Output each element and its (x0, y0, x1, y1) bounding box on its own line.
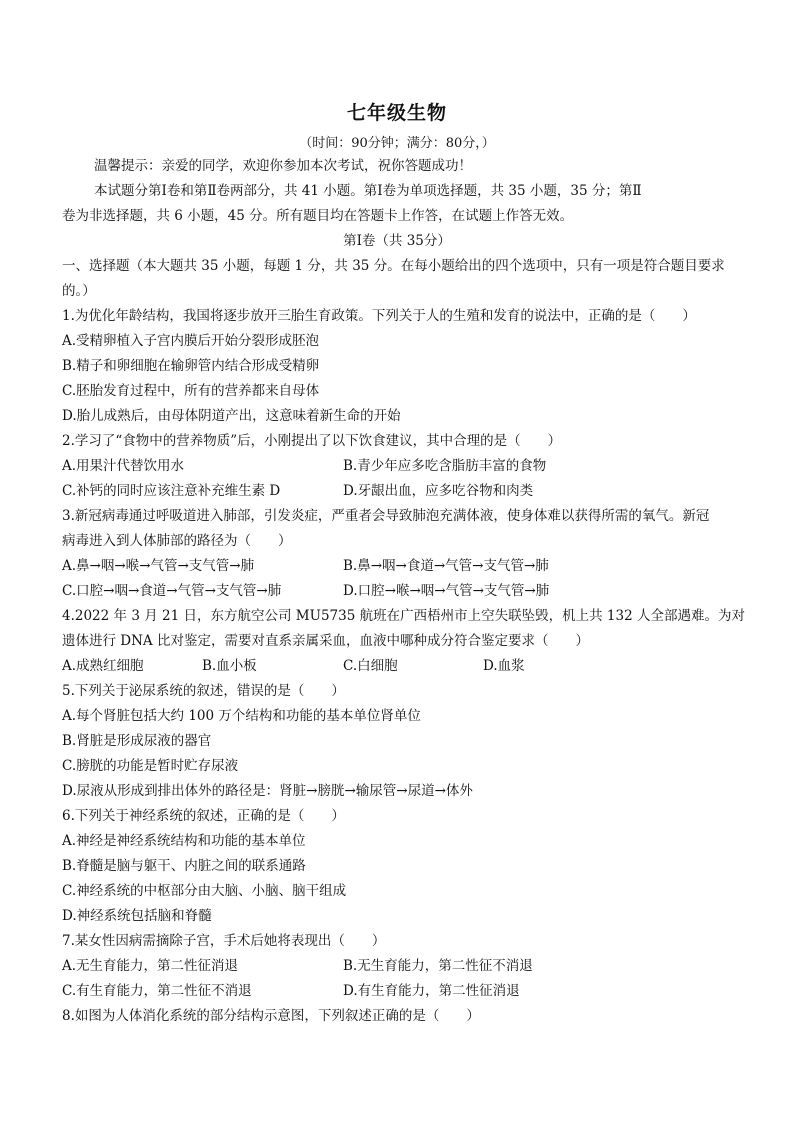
question-5-stem: 5.下列关于泌尿系统的叙述，错误的是（ ） (62, 683, 345, 699)
question-6-stem: 6.下列关于神经系统的叙述，正确的是（ ） (62, 808, 345, 824)
question-6-option-a: A.神经是神经系统结构和功能的基本单位 (62, 833, 306, 849)
question-7-option-c: C.有生育能力，第二性征不消退 (62, 983, 252, 999)
question-1-option-a: A.受精卵植入子宫内膜后开始分裂形成胚泡 (62, 333, 320, 349)
question-3-option-d: D.口腔→喉→咽→气管→支气管→肺 (343, 583, 550, 599)
question-5-option-c: C.膀胱的功能是暂时贮存尿液 (62, 758, 239, 774)
exam-title: 七年级生物 (346, 102, 447, 124)
instructions-line-2: 卷为非选择题，共 6 小题，45 分。所有题目均在答题卡上作答，在试题上作答无效。 (62, 208, 574, 224)
instructions-line-1: 本试题分第Ⅰ卷和第Ⅱ卷两部分，共 41 小题。第Ⅰ卷为单项选择题，共 35 小题，35 分；第Ⅱ (94, 183, 642, 199)
question-1-option-d: D.胎儿成熟后，由母体阴道产出，这意味着新生命的开始 (62, 408, 401, 424)
question-4-option-a: A.成熟红细胞 (62, 658, 144, 674)
question-1-option-b: B.精子和卵细胞在输卵管内结合形成受精卵 (62, 358, 320, 374)
question-4-stem-line-2: 遗体进行 DNA 比对鉴定，需要对直系亲属采血，血液中哪种成分符合鉴定要求（ ） (62, 633, 589, 649)
question-7-option-a: A.无生育能力，第二性征消退 (62, 958, 239, 974)
exam-subtitle: （时间：90分钟；满分：80分，） (299, 136, 495, 151)
question-5-option-b: B.肾脏是形成尿液的器官 (62, 733, 212, 749)
question-6-option-b: B.脊髓是脑与躯干、内脏之间的联系通路 (62, 858, 306, 874)
question-4-option-d: D.血浆 (483, 658, 525, 674)
question-2-option-a: A.用果汁代替饮用水 (62, 458, 185, 474)
question-8-stem: 8.如图为人体消化系统的部分结构示意图，下列叙述正确的是（ ） (62, 1008, 480, 1024)
question-6-option-d: D.神经系统包括脑和脊髓 (62, 908, 212, 924)
question-3-stem-line-1: 3.新冠病毒通过呼吸道进入肺部，引发炎症，严重者会导致肺泡充满体液，使身体难以获得所需的氧气。新冠 (62, 508, 710, 524)
question-3-stem-line-2: 病毒进入到人体肺部的路径为（ ） (62, 533, 292, 549)
question-2-option-c: C.补钙的同时应该注意补充维生素 D (62, 483, 281, 499)
part-heading-line-2: 的。） (62, 283, 96, 299)
question-4-stem-line-1: 4.2022 年 3 月 21 日，东方航空公司 MU5735 航班在广西梧州市上空失联坠毁，机上共 132 人全部遇难。为对 (62, 608, 745, 624)
question-4-option-b: B.血小板 (202, 658, 257, 674)
question-7-stem: 7.某女性因病需摘除子宫，手术后她将表现出（ ） (62, 933, 386, 949)
question-2-option-d: D.牙龈出血，应多吃谷物和肉类 (343, 483, 534, 499)
section-title: 第Ⅰ卷（共 35分） (343, 233, 451, 249)
part-heading-line-1: 一、选择题（本大题共 35 小题，每题 1 分，共 35 分。在每小题给出的四个选项中，只有一项是符合题目要求 (62, 258, 725, 274)
question-7-option-d: D.有生育能力，第二性征消退 (343, 983, 520, 999)
question-3-option-a: A.鼻→咽→喉→气管→支气管→肺 (62, 558, 255, 574)
question-5-option-d: D.尿液从形成到排出体外的路径是：肾脏→膀胱→输尿管→尿道→体外 (62, 783, 473, 799)
greeting: 温馨提示：亲爱的同学，欢迎你参加本次考试，祝你答题成功！ (94, 158, 472, 174)
question-1-stem: 1.为优化年龄结构，我国将逐步放开三胎生育政策。下列关于人的生殖和发育的说法中，正确的是（ ） (62, 308, 696, 324)
question-2-stem: 2.学习了“食物中的营养物质”后，小刚提出了以下饮食建议，其中合理的是（ ） (62, 433, 562, 449)
question-5-option-a: A.每个肾脏包括大约 100 万个结构和功能的基本单位肾单位 (62, 708, 421, 724)
question-3-option-b: B.鼻→咽→食道→气管→支气管→肺 (343, 558, 549, 574)
question-7-option-b: B.无生育能力，第二性征不消退 (343, 958, 533, 974)
question-2-option-b: B.青少年应多吃含脂肪丰富的食物 (343, 458, 547, 474)
question-6-option-c: C.神经系统的中枢部分由大脑、小脑、脑干组成 (62, 883, 347, 899)
question-4-option-c: C.白细胞 (343, 658, 398, 674)
question-1-option-c: C.胚胎发育过程中，所有的营养都来自母体 (62, 383, 320, 399)
question-3-option-c: C.口腔→咽→食道→气管→支气管→肺 (62, 583, 282, 599)
